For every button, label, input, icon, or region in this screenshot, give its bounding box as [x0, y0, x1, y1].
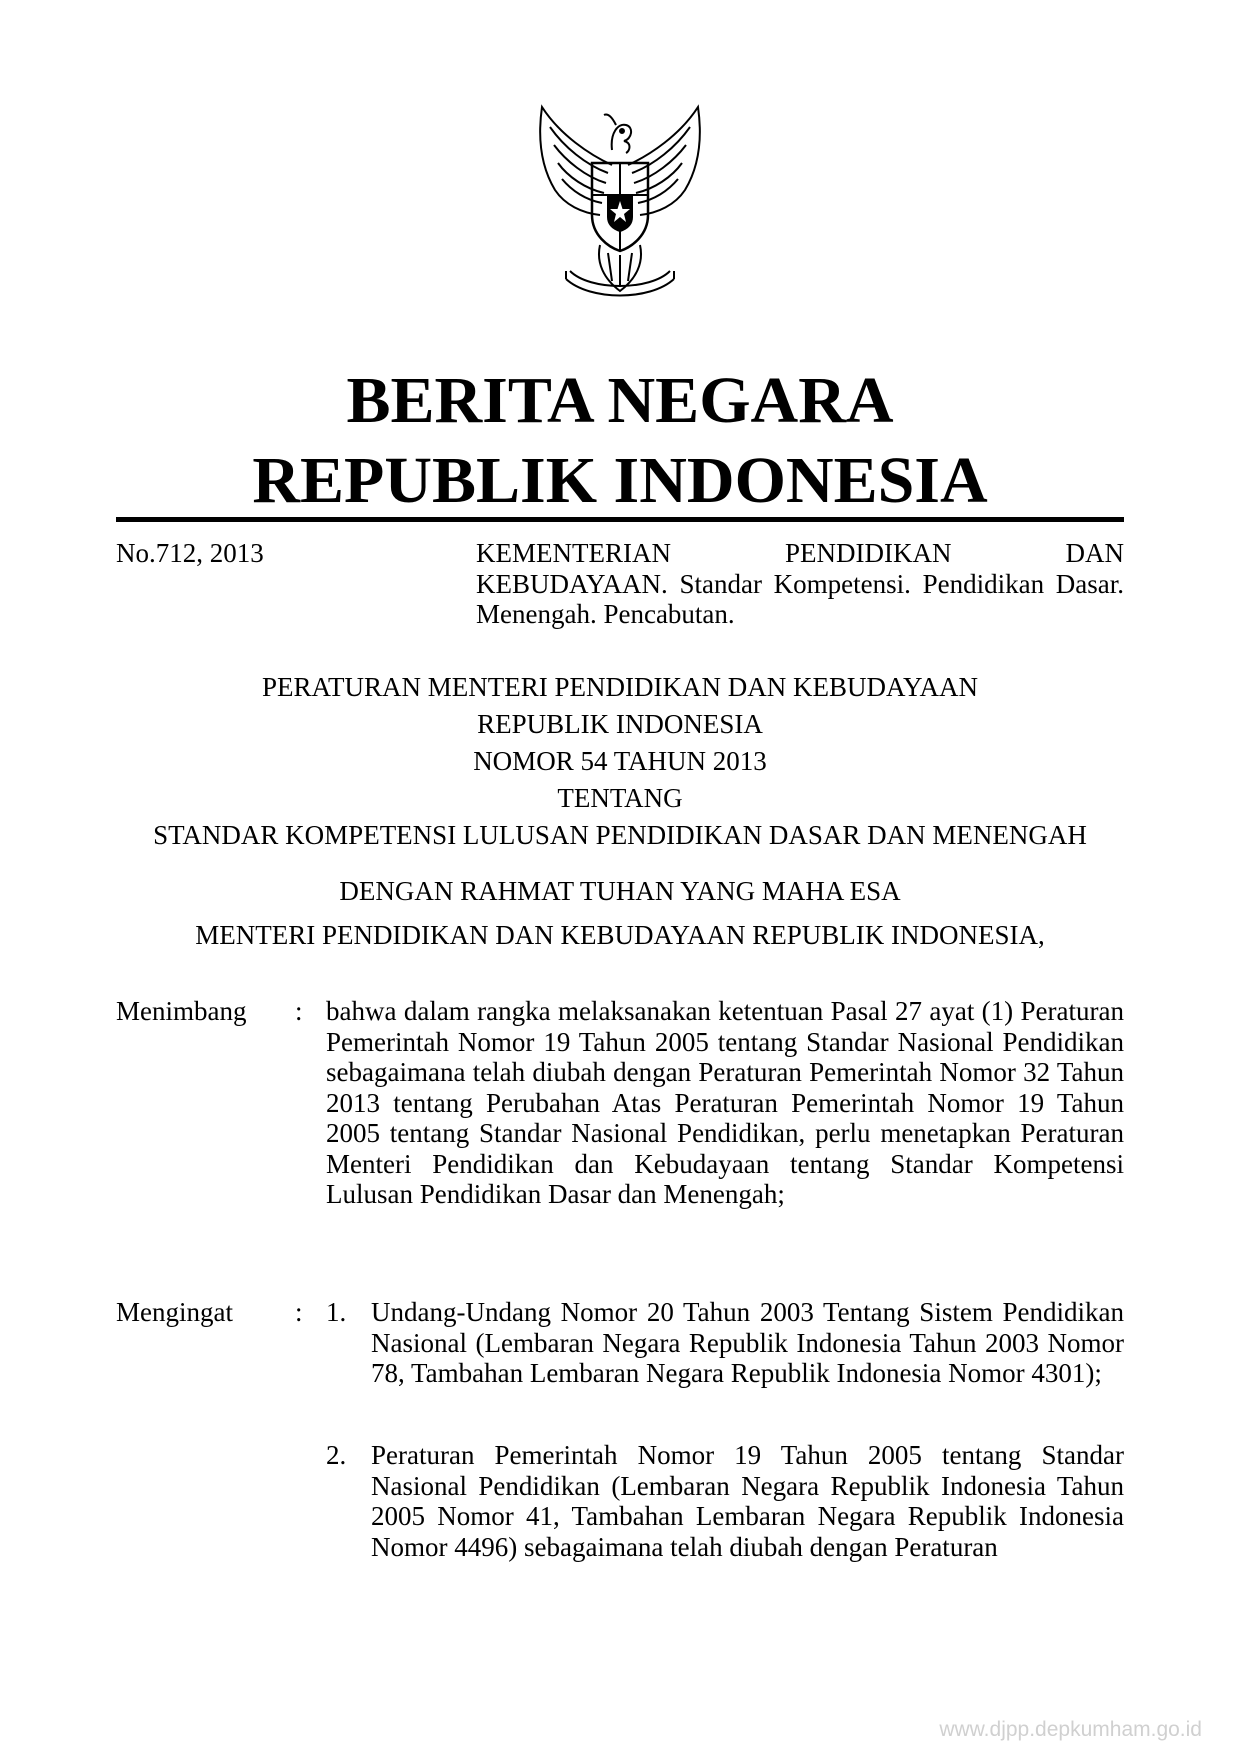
masthead-rule	[116, 517, 1124, 522]
regulation-tentang: TENTANG	[557, 783, 683, 813]
masthead-subtitle: REPUBLIK INDONESIA	[252, 444, 988, 517]
regulation-subject: STANDAR KOMPETENSI LULUSAN PENDIDIKAN DASAR DAN MENENGAH	[153, 820, 1087, 850]
preamble-line1: DENGAN RAHMAT TUHAN YANG MAHA ESA	[339, 876, 901, 906]
mengingat-label: Mengingat	[116, 1297, 233, 1327]
issue-description-rest: KEBUDAYAAN. Standar Kompetensi. Pendidikan Dasar. Menengah. Pencabutan.	[476, 568, 1124, 629]
regulation-title-line1: PERATURAN MENTERI PENDIDIKAN DAN KEBUDAYAAN	[261, 672, 978, 702]
issue-description	[476, 538, 1124, 630]
mengingat-item-text: Undang-Undang Nomor 20 Tahun 2003 Tentang Sistem Pendidikan Nasional (Lembaran Negara Republik Indonesia Tahun 2003 Nomor 78, Tambahan Lembaran Negara Republik Indonesia Nomor 4301);	[371, 1297, 1124, 1388]
menimbang-label: Menimbang	[116, 996, 247, 1026]
watermark-url: www.djpp.depkumham.go.id	[939, 1718, 1202, 1741]
issue-description-line1: KEMENTERIAN PENDIDIKAN DAN	[476, 538, 1124, 568]
menimbang-colon: :	[295, 996, 303, 1026]
preamble-line2: MENTERI PENDIDIKAN DAN KEBUDAYAAN REPUBLIK INDONESIA,	[195, 920, 1045, 950]
issue-number: No.712, 2013	[116, 538, 264, 568]
mengingat-item-number: 2.	[326, 1440, 347, 1470]
garuda-emblem	[520, 95, 720, 315]
mengingat-item-text: Peraturan Pemerintah Nomor 19 Tahun 2005 tentang Standar Nasional Pendidikan (Lembaran Negara Republik Indonesia Tahun 2005 Nomor 41, Tambahan Lembaran Negara Republik Indonesia Nomor 4496) sebagaimana telah diubah dengan Peraturan	[371, 1440, 1124, 1562]
menimbang-text: bahwa dalam rangka melaksanakan ketentuan Pasal 27 ayat (1) Peraturan Pemerintah Nomor 19 Tahun 2005 tentang Standar Nasional Pendidikan sebagaimana telah diubah dengan Peraturan Pemerintah Nomor 32 Tahun 2013 tentang Perubahan Atas Peraturan Pemerintah Nomor 19 Tahun 2005 tentang Standar Nasional Pendidikan, perlu menetapkan Peraturan Menteri Pendidikan dan Kebudayaan tentang Standar Kompetensi Lulusan Pendidikan Dasar dan Menengah;	[326, 996, 1124, 1209]
mengingat-colon: :	[295, 1297, 303, 1327]
regulation-title-line2: REPUBLIK INDONESIA	[477, 709, 763, 739]
regulation-number: NOMOR 54 TAHUN 2013	[473, 746, 767, 776]
garuda-pancasila-emblem-icon	[520, 95, 720, 315]
mengingat-item-number: 1.	[326, 1297, 347, 1327]
masthead-title: BERITA NEGARA	[346, 364, 894, 437]
